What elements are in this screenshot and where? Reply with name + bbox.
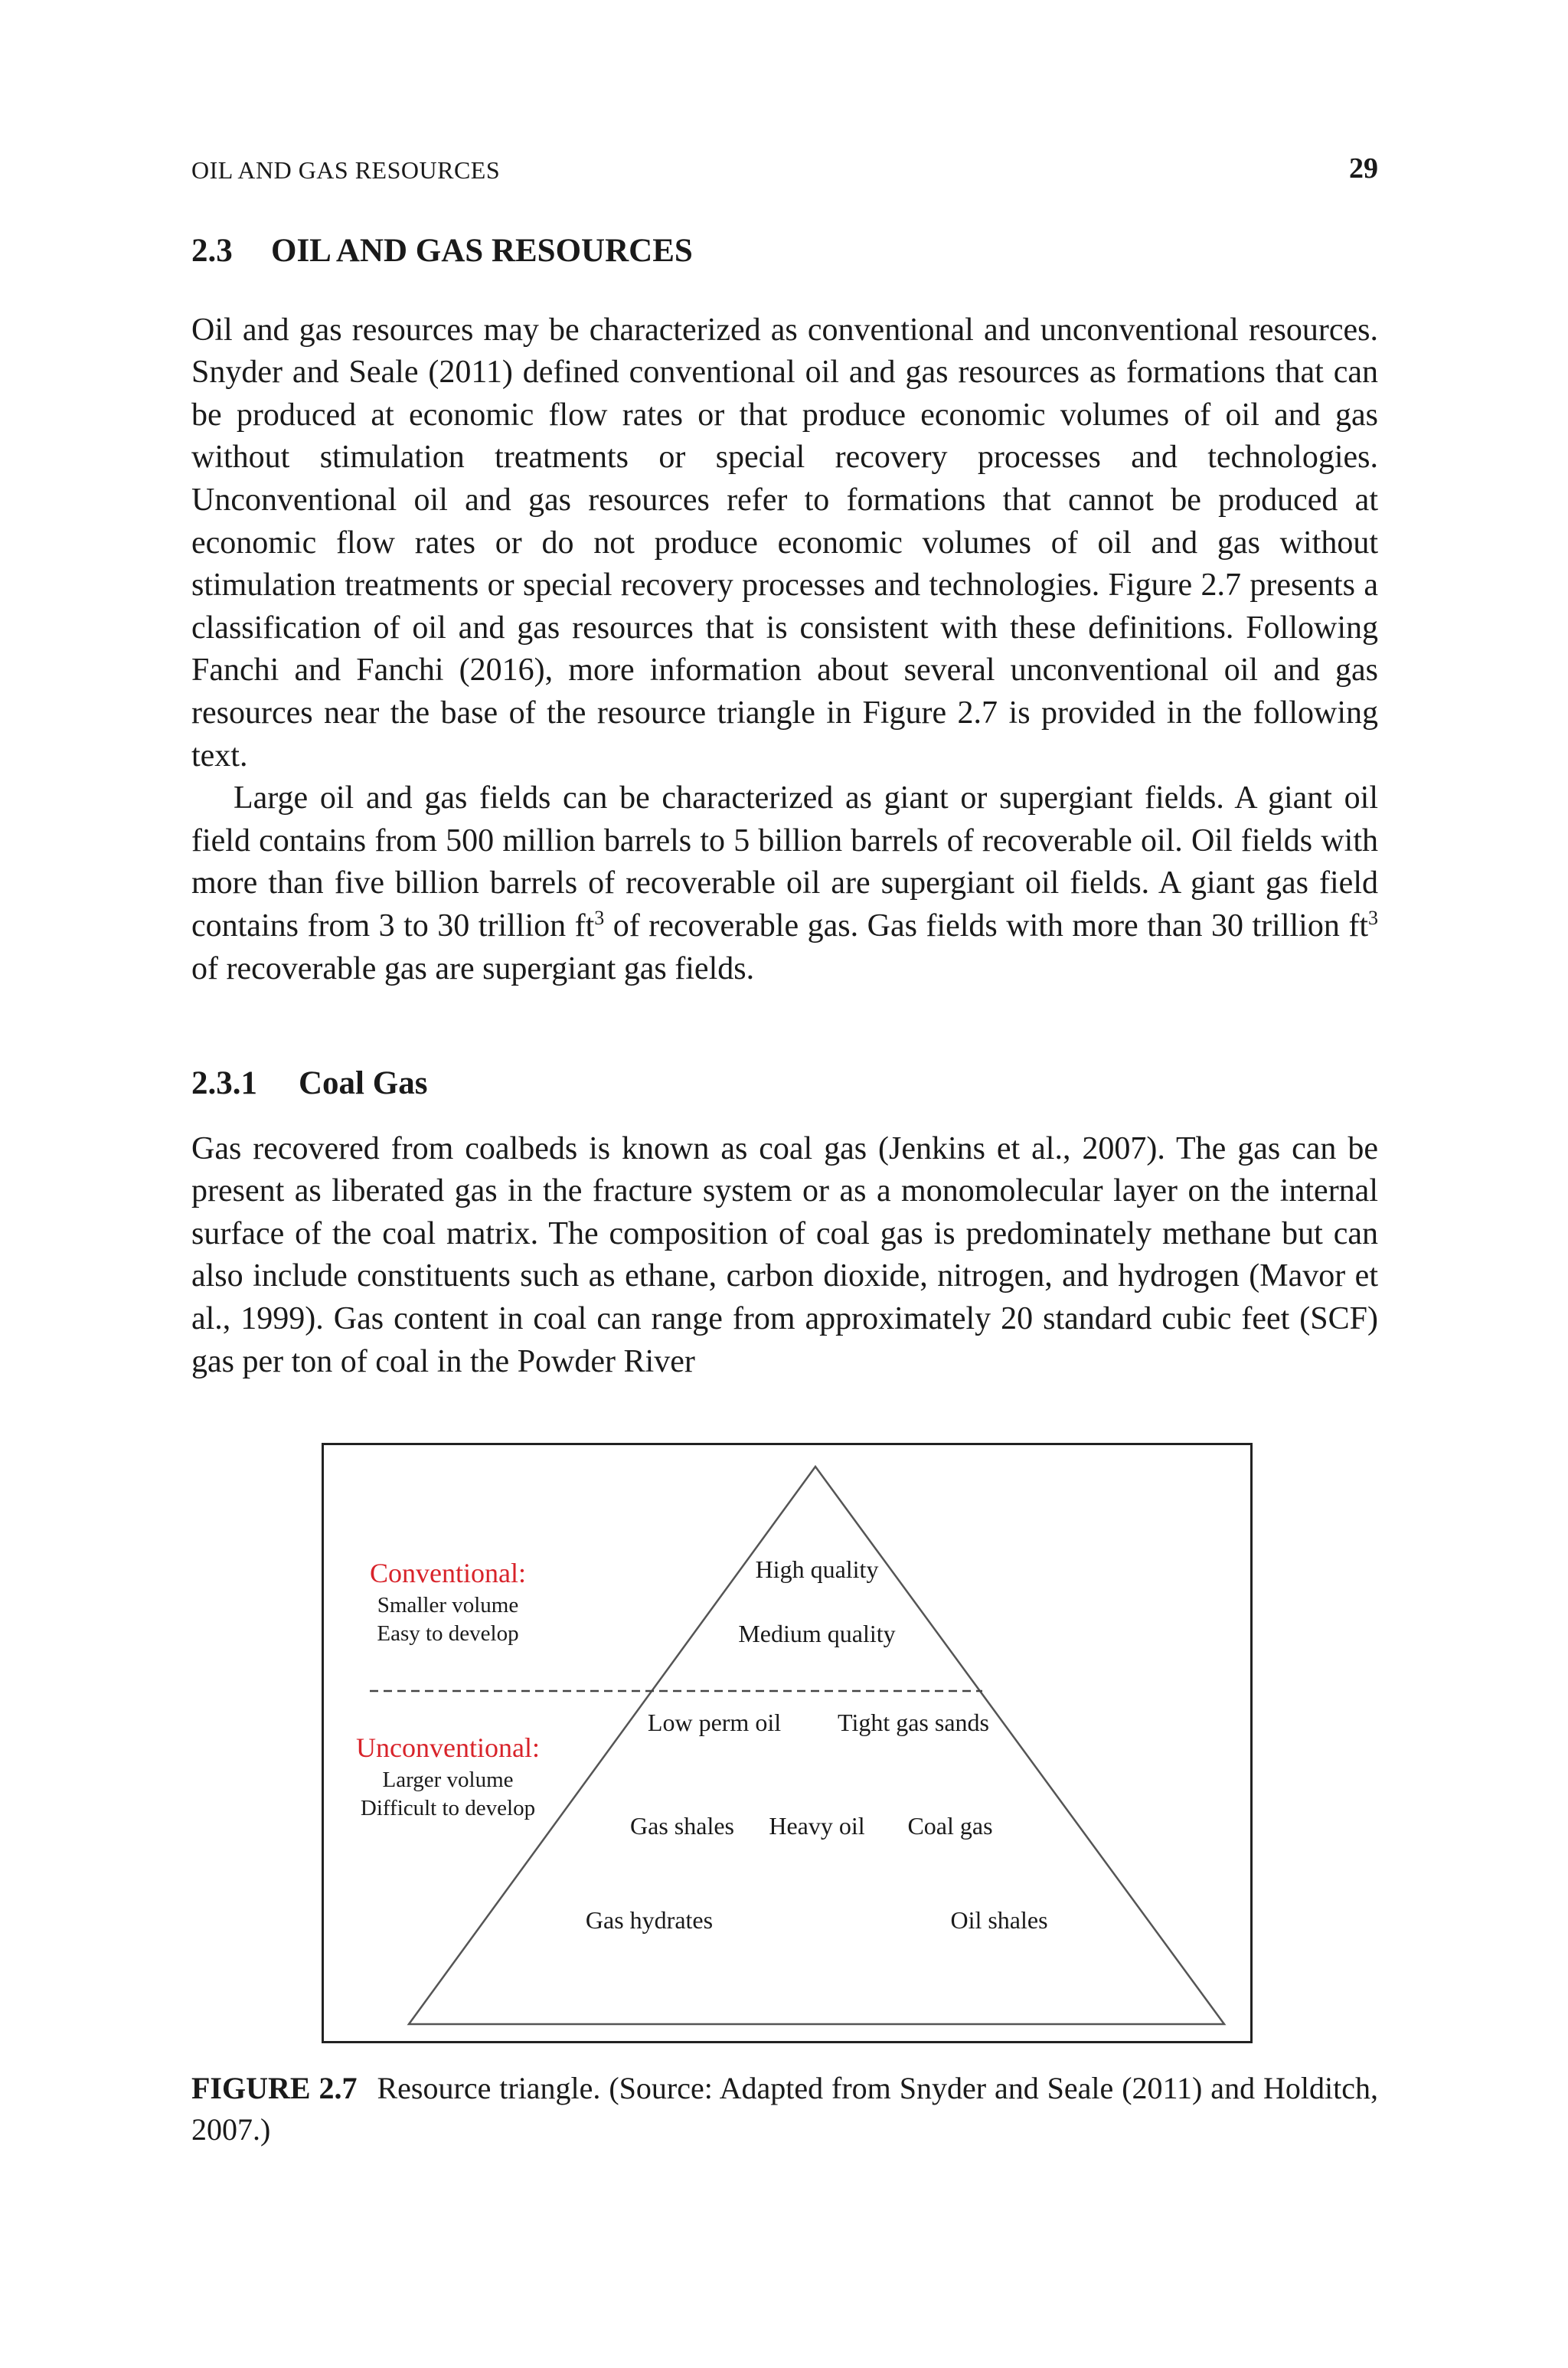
medium-quality-label: Medium quality bbox=[738, 1620, 896, 1647]
conventional-line-2: Easy to develop bbox=[377, 1621, 519, 1646]
subsection-number: 2.3.1 bbox=[191, 1065, 257, 1102]
resource-triangle-figure bbox=[322, 1443, 1253, 2043]
low-perm-oil-label: Low perm oil bbox=[647, 1709, 782, 1736]
paragraph-2-part-c: of recoverable gas are supergiant gas fields. bbox=[191, 950, 755, 986]
unconventional-line-2: Difficult to develop bbox=[360, 1796, 536, 1820]
section-body bbox=[191, 309, 1378, 991]
page-number: 29 bbox=[1349, 152, 1378, 185]
subsection-title: Coal Gas bbox=[299, 1065, 428, 1102]
figure-caption bbox=[191, 2068, 1378, 2150]
page-content bbox=[191, 150, 1378, 1383]
paragraph-2-part-b: of recoverable gas. Gas fields with more than 30 trillion ft bbox=[604, 908, 1369, 944]
gas-shales-label: Gas shales bbox=[630, 1812, 734, 1840]
high-quality-label: High quality bbox=[755, 1555, 879, 1583]
superscript-3: 3 bbox=[594, 906, 605, 929]
conventional-line-1: Smaller volume bbox=[377, 1593, 519, 1617]
subsection-paragraph: Gas recovered from coalbeds is known as coal gas (Jenkins et al., 2007). The gas can be present as liberated gas in the fracture system or as a monomolecular layer on the internal surface of the coal matrix. The composition of coal gas is predominately methane but can also include constituents such as ethane, carbon dioxide, nitrogen, and hydrogen (Mavor et al., 1999). Gas content in coal can range from approximately 20 standard cubic feet (SCF) gas per ton of coal in the Powder River bbox=[191, 1130, 1378, 1379]
figure-caption-text: Resource triangle. (Source: Adapted from Snyder and Seale (2011) and Holditch, 2007.) bbox=[191, 2071, 1378, 2147]
conventional-heading: Conventional: bbox=[370, 1558, 526, 1588]
running-head-title: OIL AND GAS RESOURCES bbox=[191, 156, 501, 184]
gas-hydrates-label: Gas hydrates bbox=[585, 1906, 714, 1934]
running-head bbox=[191, 150, 1378, 196]
superscript-3: 3 bbox=[1368, 906, 1379, 929]
section-paragraph-2 bbox=[191, 777, 1378, 990]
section-number: 2.3 bbox=[191, 233, 233, 269]
subsection-heading bbox=[191, 1064, 1378, 1104]
section-title: OIL AND GAS RESOURCES bbox=[271, 233, 693, 269]
subsection-body bbox=[191, 1128, 1378, 1384]
figure-caption-label: FIGURE 2.7 bbox=[191, 2071, 358, 2105]
paragraph-2-part-a: Large oil and gas fields can be characterized as giant or supergiant fields. A giant oil field contains from 500 million barrels to 5 billion barrels of recoverable oil. Oil fields with more than five billion barrels of recoverable oil are supergiant oil fields. A giant gas field contains from 3 to 30 trillion ft bbox=[191, 780, 1378, 944]
oil-shales-label: Oil shales bbox=[950, 1906, 1048, 1934]
tight-gas-sands-label: Tight gas sands bbox=[838, 1709, 989, 1736]
unconventional-line-1: Larger volume bbox=[382, 1768, 514, 1792]
section-paragraph-1: Oil and gas resources may be characterized as conventional and unconventional resources. Snyder and Seale (2011) defined conventional oil and gas resources as formations that can be produced at economic flow rates or that produce economic volumes of oil and gas without stimulation treatments or special recovery processes and technologies. Unconventional oil and gas resources refer to formations that cannot be produced at economic flow rates or do not produce economic volumes of oil and gas without stimulation treatments or special recovery processes and technologies. Figure 2.7 presents a classification of oil and gas resources that is consistent with these definitions. Following Fanchi and Fanchi (2016), more information about several unconventional oil and gas resources near the base of the resource triangle in Figure 2.7 is provided in the following text. bbox=[191, 312, 1378, 774]
heavy-oil-label: Heavy oil bbox=[769, 1812, 865, 1840]
section-heading bbox=[191, 231, 1378, 271]
coal-gas-label: Coal gas bbox=[907, 1812, 993, 1840]
unconventional-heading: Unconventional: bbox=[356, 1732, 540, 1763]
